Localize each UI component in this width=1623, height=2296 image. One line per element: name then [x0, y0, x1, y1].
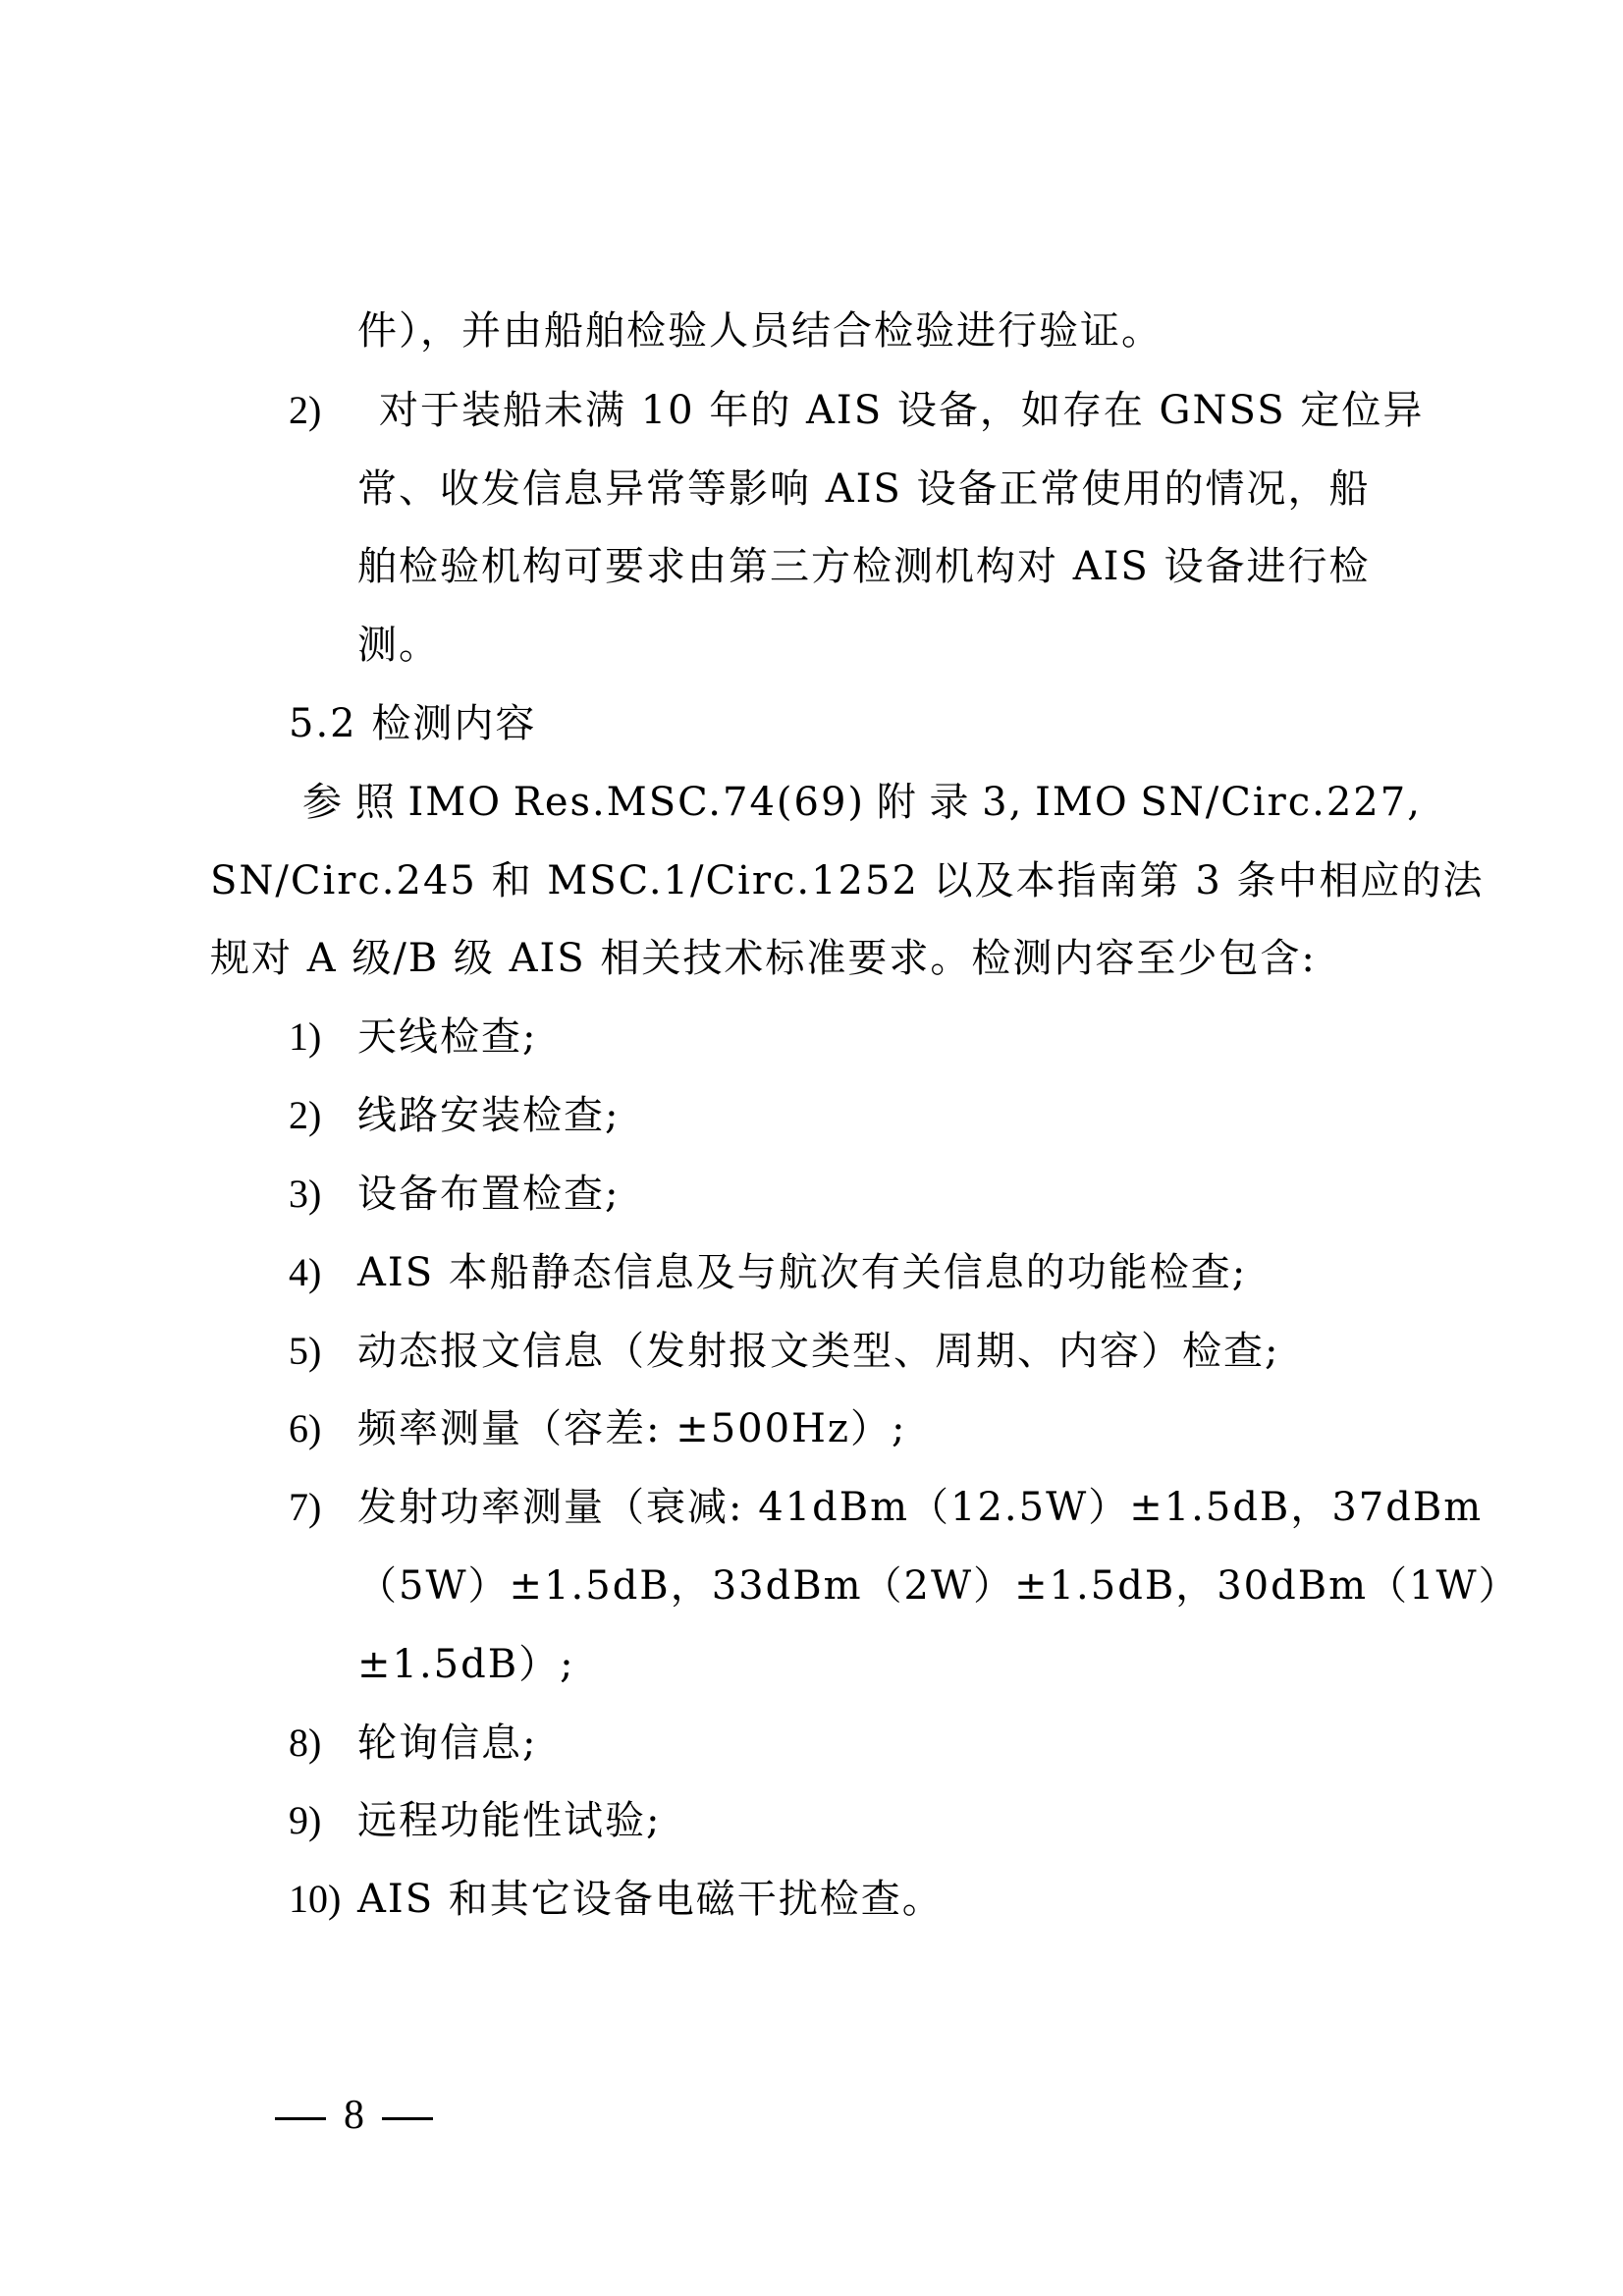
intro-word: 附: [876, 780, 918, 825]
intro-word: SN/Circ.227,: [1140, 780, 1422, 825]
list-item-number: 7): [289, 1485, 322, 1529]
item-2-line-1: 对于装船未满 10 年的 AIS 设备，如存在 GNSS 定位异: [379, 388, 1425, 433]
list-item-text: 设备布置检查;: [357, 1172, 621, 1217]
intro-word: 3,: [982, 780, 1024, 825]
list-item-text: 动态报文信息（发射报文类型、周期、内容）检查;: [357, 1329, 1280, 1374]
footer-left-dash: [275, 2117, 326, 2120]
list-item-number: 2): [289, 1093, 322, 1137]
list-item-continuation: ±1.5dB）;: [357, 1642, 575, 1687]
list-item-text: 线路安装检查;: [357, 1093, 621, 1138]
footer-right-dash: [382, 2117, 433, 2120]
item-2-line-3: 舶检验机构可要求由第三方检测机构对 AIS 设备进行检: [357, 544, 1371, 589]
list-item-number: 3): [289, 1172, 322, 1216]
list-item-continuation: （5W）±1.5dB，33dBm（2W）±1.5dB，30dBm（1W）: [357, 1563, 1520, 1609]
list-item-number: 6): [289, 1406, 322, 1450]
list-item-text: 天线检查;: [357, 1014, 538, 1060]
item-2-line-2: 常、收发信息异常等影响 AIS 设备正常使用的情况，船: [357, 466, 1371, 512]
list-item-text: 频率测量（容差: ±500Hz）;: [357, 1406, 907, 1451]
intro-line-2: SN/Circ.245 和 MSC.1/Circ.1252 以及本指南第 3 条中相应的法: [210, 858, 1485, 903]
intro-line-3: 规对 A 级/B 级 AIS 相关技术标准要求。检测内容至少包含:: [210, 936, 1317, 981]
list-item-number: 8): [289, 1721, 322, 1765]
list-item-text: AIS 和其它设备电磁干扰检查。: [357, 1877, 944, 1922]
section-heading: 5.2 检测内容: [289, 701, 537, 746]
intro-word: 照: [354, 780, 397, 825]
intro-word: IMO: [1035, 780, 1129, 825]
intro-word: Res.MSC.74(69): [513, 780, 866, 825]
list-item-text: 轮询信息;: [357, 1721, 538, 1766]
page-footer: [257, 2090, 451, 2141]
list-item-number: 1): [289, 1014, 322, 1059]
list-item-number: 10): [289, 1877, 342, 1921]
intro-word: IMO: [407, 780, 502, 825]
intro-word: 录: [929, 780, 971, 825]
list-item-number: 9): [289, 1798, 322, 1842]
list-item-text: 远程功能性试验;: [357, 1798, 662, 1843]
list-item-number: 5): [289, 1329, 322, 1373]
list-item-number: 4): [289, 1250, 322, 1294]
continuation-line: 件），并由船舶检验人员结合检验进行验证。: [357, 308, 1163, 354]
intro-line-1: [302, 777, 1422, 828]
page-number: 8: [344, 2093, 364, 2138]
intro-word: 参: [302, 780, 344, 825]
item-2-line-4: 测。: [357, 623, 440, 668]
item-2-number: 2): [289, 388, 322, 432]
list-item-text: 发射功率测量（衰减: 41dBm（12.5W）±1.5dB，37dBm: [357, 1485, 1484, 1530]
list-item-text: AIS 本船静态信息及与航次有关信息的功能检查;: [357, 1250, 1248, 1295]
